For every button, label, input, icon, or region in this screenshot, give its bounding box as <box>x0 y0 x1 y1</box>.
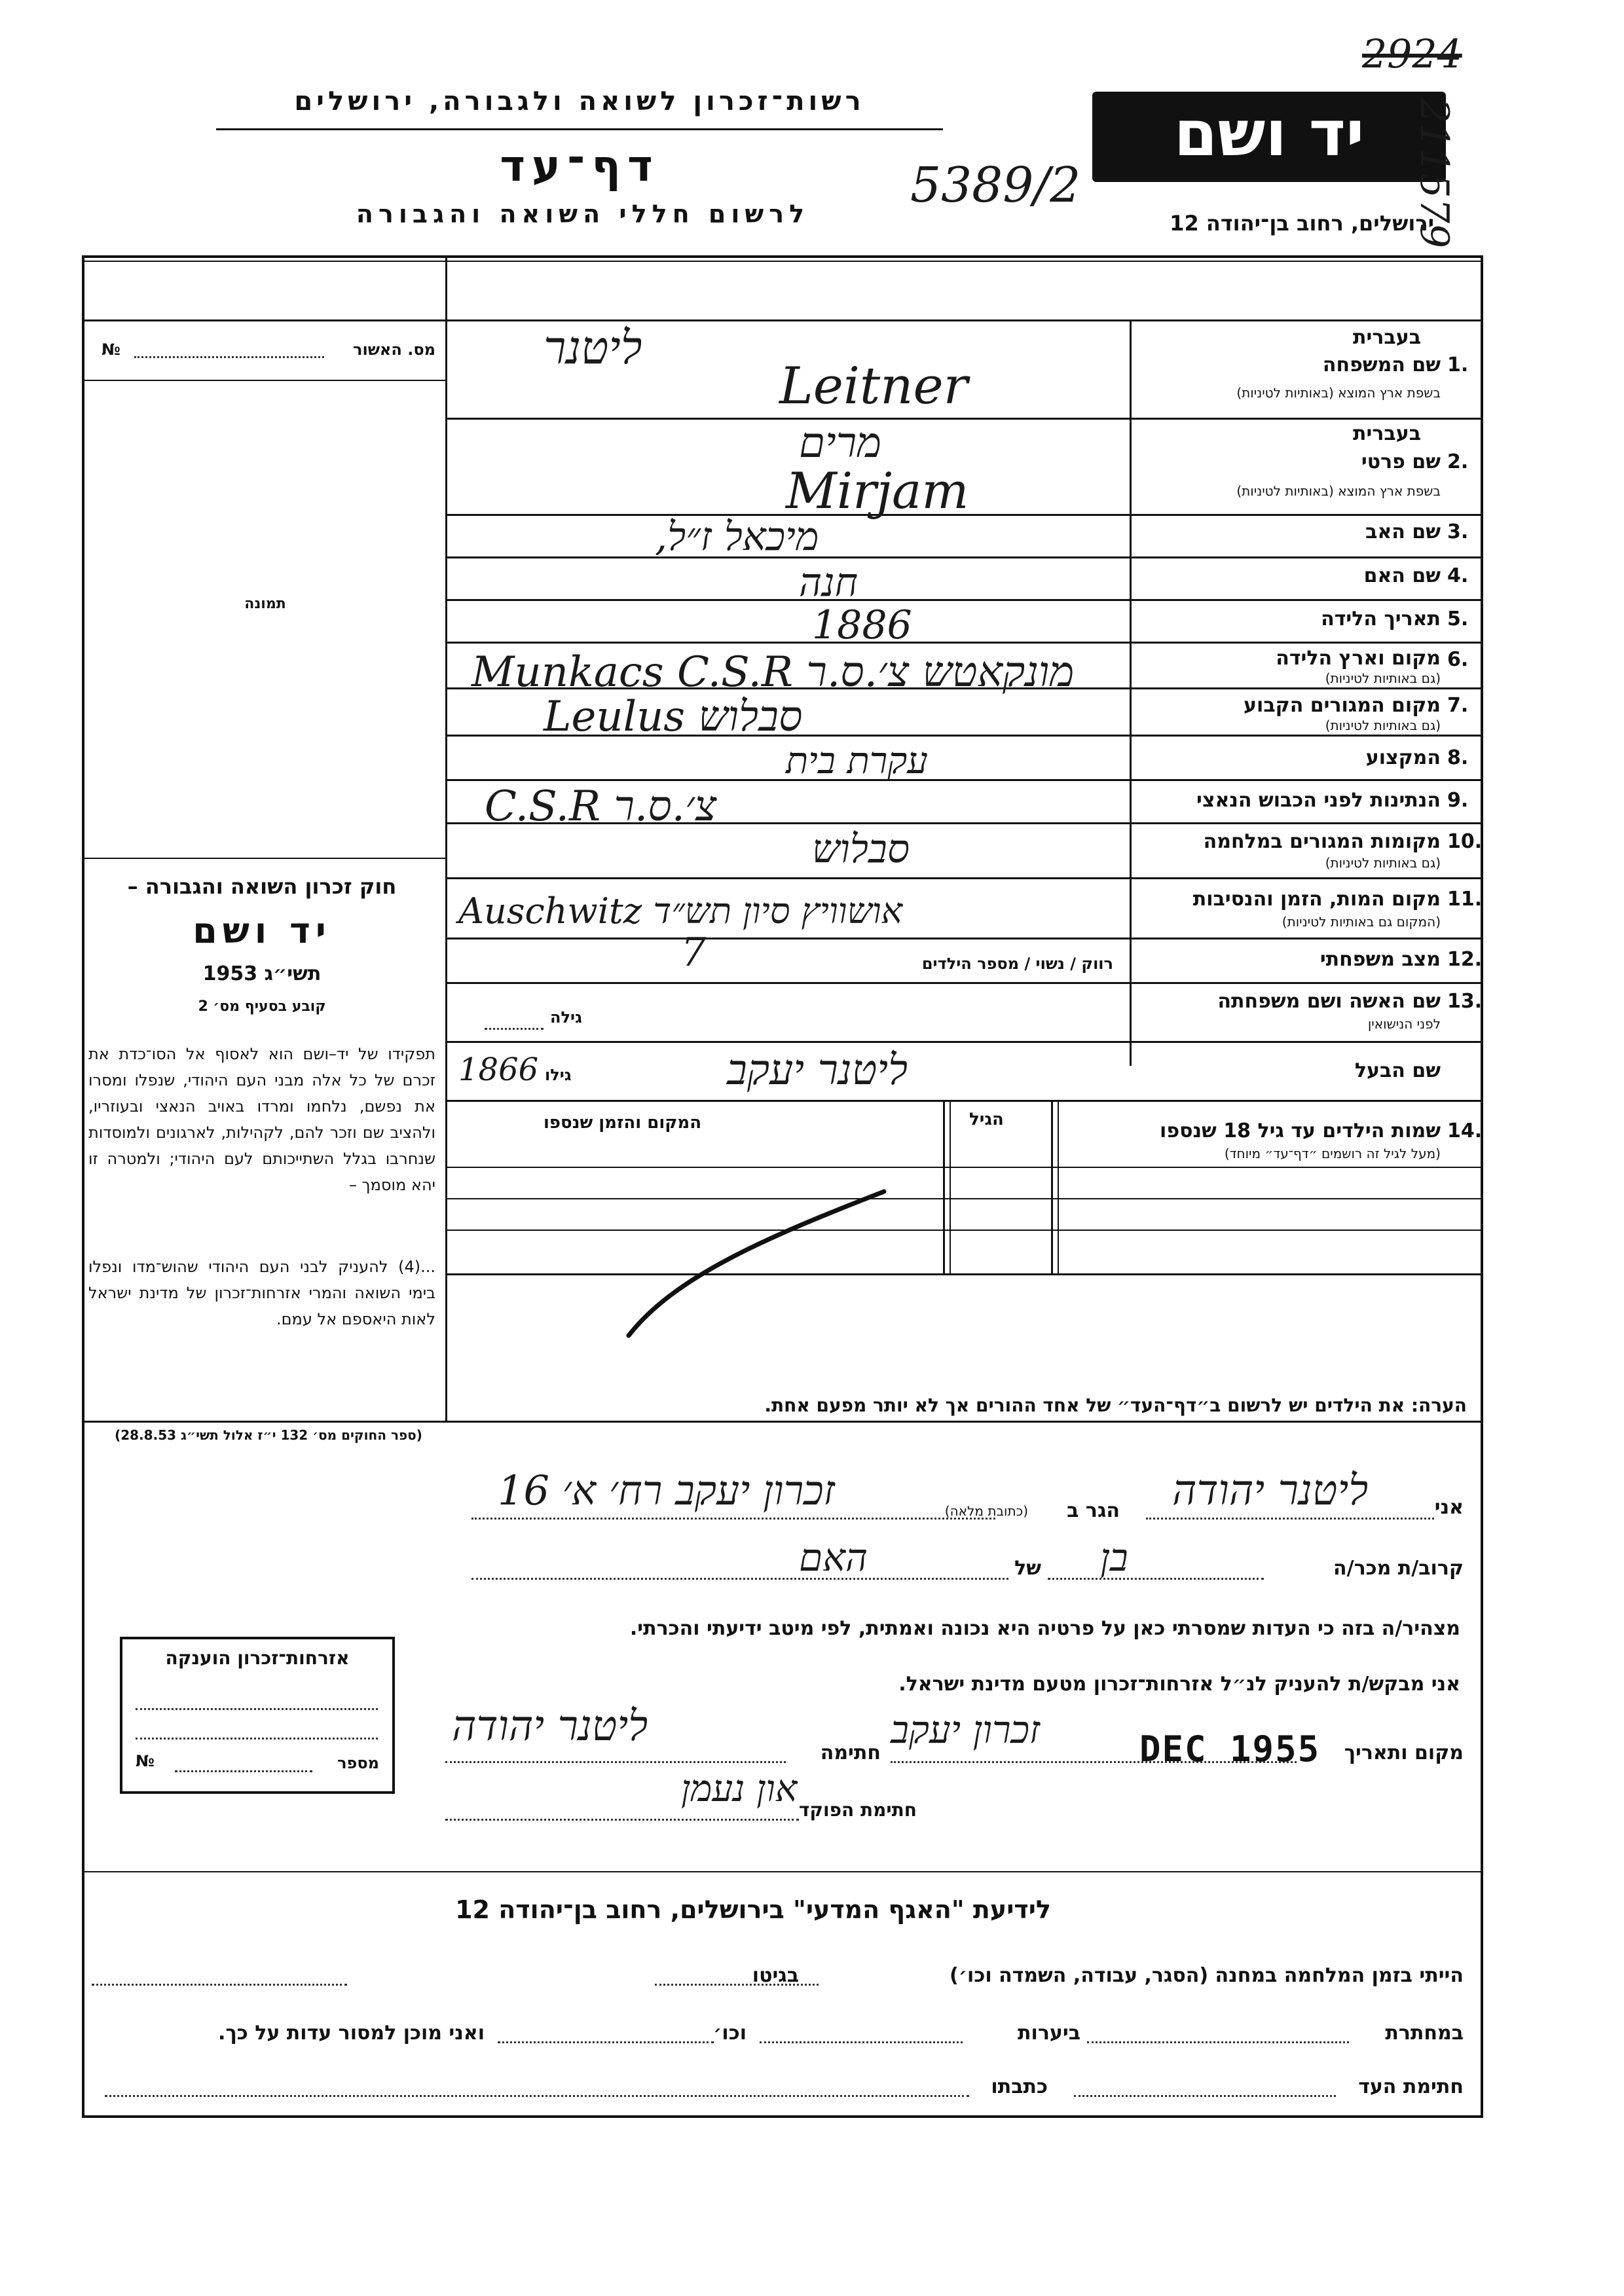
footer-camp-label: הייתי בזמן המלחמה במחנה (הסגר, עבודה, השמדה וכו׳) <box>950 1964 1464 1987</box>
field-sublabel: בשפת ארץ המוצא (באותיות לטיניות) <box>1236 483 1441 499</box>
approval-no-mark: № <box>101 340 120 359</box>
of-label: של <box>1014 1557 1041 1580</box>
footer-title: לידיעת "האגף המדעי" בירושלים, רחוב בן־יהודה 12 <box>455 1895 1051 1924</box>
field-label: מקום המגורים הקבוע <box>1244 694 1441 717</box>
field-number: 3. <box>1447 520 1469 543</box>
permanent-residence-value: Leulus סבלוש <box>544 693 803 741</box>
field-label: שם פרטי <box>1361 450 1441 473</box>
stamp-number: 211579 <box>1411 98 1457 249</box>
declarant-label: אני <box>1434 1496 1464 1519</box>
wife-age-label: גילה <box>550 1008 582 1027</box>
authority-title: רשות־זכרון לשואה ולגבורה, ירושלים <box>294 86 865 117</box>
photo-area <box>88 386 442 858</box>
officer-signature: און נעמן <box>681 1768 798 1810</box>
resides-value: זכרון יעקב רח׳ א׳ 16 <box>498 1467 835 1514</box>
children-col-place: המקום והזמן שנספו <box>544 1113 702 1133</box>
form-subtitle: לרשום חללי השואה והגבורה <box>356 200 810 228</box>
field-number: 1. <box>1447 354 1469 376</box>
children-title: שמות הילדים עד גיל 18 שנספו <box>1160 1120 1441 1142</box>
birth-place-value: Munkacs C.S.R מונקאטש צ׳.ס.ר <box>471 648 1075 697</box>
field-number: 7. <box>1447 694 1469 717</box>
law-title: חוק זכרון השואה והגבורה – <box>127 874 397 899</box>
wartime-residence-value: סבלוש <box>812 826 910 872</box>
footer-ghetto-label: בגיטו <box>752 1964 799 1987</box>
field-sublabel: (גם באותיות לטיניות) <box>1325 718 1441 733</box>
logo-text: יד ושם <box>1173 97 1365 170</box>
children-col-age: הגיל <box>969 1110 1004 1129</box>
field-number: 12. <box>1447 948 1483 971</box>
approval-label: מס. האשור <box>353 340 435 359</box>
children-count-value: 7 <box>681 930 707 975</box>
footer-address-label: כתבתו <box>991 2075 1048 2098</box>
field-label: שם המשפחה <box>1322 354 1441 376</box>
field-number: 5. <box>1447 608 1469 630</box>
signature-value: ליטנר יהודה <box>452 1702 648 1751</box>
field-label: שם האשה ושם משפחתה <box>1217 990 1441 1013</box>
law-reference: (ספר החוקים מס׳ 132 י״ז אלול תשי״ג 28.8.53) <box>115 1427 422 1443</box>
law-clause: קובע בסעיף מס׳ 2 <box>198 998 326 1015</box>
marital-options: רווק / נשוי / מספר הילדים <box>921 955 1113 973</box>
field-number: 14. <box>1447 1120 1483 1142</box>
children-strikethrough <box>622 1178 897 1349</box>
field-label: מקומות המגורים במלחמה <box>1203 830 1441 853</box>
occupation-value: עקרת בית <box>786 740 928 782</box>
law-name: יד ושם <box>193 910 331 951</box>
declarant-name: ליטנר יהודה <box>1172 1467 1369 1515</box>
field-lang-label: בעברית <box>1353 422 1421 445</box>
footer-witness-signature-label: חתימת העד <box>1358 2075 1464 2098</box>
left-panel-divider <box>445 255 447 1421</box>
field-number: 2. <box>1447 450 1469 473</box>
citizenship-box-title: אזרחות־זכרון הוענקה <box>165 1647 350 1669</box>
father-name-value: מיכאל ז״ל, <box>655 514 819 560</box>
first-name-hebrew: מרים <box>799 419 882 467</box>
footer-etc-label: וכו׳ <box>713 2022 747 2045</box>
field-label: שם הבעל <box>1354 1059 1441 1082</box>
field-label: שם האב <box>1365 520 1441 543</box>
footer-underground-label: במחתרת <box>1385 2022 1464 2045</box>
citizenship-box <box>120 1637 395 1794</box>
citizenship-no-mark: № <box>136 1752 155 1770</box>
address: ירושלים, רחוב בן־יהודה 12 <box>1170 211 1434 236</box>
family-name-latin: Leitner <box>779 357 968 416</box>
law-text-1: תפקידו של יד–ושם הוא לאסוף אל הסו־כדת את זכרם של כל אלה מבני העם היהודי, שנפלו ומסרו את נפשם, נלחמו ומרדו באויב הנאצי ובעוזריו, ולהציב שם וזכר להם, לקהילות, לארגונים ולמוסדות שנחרבו בגלל השתייכותם לעם היהודי; ולמטרה זו יהא מוסמך – <box>88 1045 435 1194</box>
family-name-hebrew: ליטנר <box>544 321 642 374</box>
date-stamp: DEC 1955 <box>1139 1728 1321 1770</box>
field-label: שם האם <box>1363 564 1441 587</box>
field-sublabel: (גם באותיות לטיניות) <box>1325 855 1441 871</box>
form-title: דף־עד <box>500 141 659 191</box>
logo <box>1092 92 1446 182</box>
husband-name-value: ליטנר יעקב <box>727 1046 908 1095</box>
field-lang-label: בעברית <box>1353 326 1421 349</box>
field-sublabel: בשפת ארץ המוצא (באותיות לטיניות) <box>1236 385 1441 401</box>
field-label: מצב משפחתי <box>1320 948 1441 971</box>
field-number: 9. <box>1447 789 1469 812</box>
death-place-value: Auschwitz אושוויץ סיון תש״ד <box>458 890 903 932</box>
field-number: 10. <box>1447 830 1483 853</box>
resides-sublabel: (כתובת מלאה) <box>944 1503 1028 1519</box>
field-sublabel: לפני הנישואין <box>1367 1016 1441 1032</box>
field-sublabel: (גם באותיות לטיניות) <box>1325 670 1441 686</box>
declaration-request: אני מבקש/ת להעניק לנ״ל אזרחות־זכרון מטעם מדינת ישראל. <box>898 1673 1460 1696</box>
resides-label: הגר ב <box>1067 1499 1120 1522</box>
field-label: מקום וארץ הלידה <box>1276 647 1441 670</box>
footer-ready-label: ואני מוכן למסור עדות על כך. <box>218 2022 485 2045</box>
declaration-statement: מצהיר/ה בזה כי העדות שמסרתי כאן על פרטיה היא נכונה ואמתית, לפי מיטב ידיעתי והכרתי. <box>629 1617 1460 1640</box>
husband-age-value: 1866 <box>458 1051 539 1088</box>
handwritten-reference: 5389/2 <box>910 157 1081 213</box>
photo-label: תמונה <box>244 596 286 612</box>
children-sublabel: (מעל לגיל זה רושמים ״דף־עד״ מיוחד) <box>1224 1146 1441 1161</box>
field-sublabel: (המקום גם באותיות לטיניות) <box>1282 914 1441 930</box>
relative-label: קרוב/ת מכר/ה <box>1333 1557 1464 1580</box>
husband-age-label: גילו <box>545 1066 572 1084</box>
citizenship-value: C.S.R צ׳.ס.ר <box>485 782 717 831</box>
officer-label: חתימת הפוקד <box>798 1799 917 1821</box>
field-label: מקום המות, הזמן והנסיבות <box>1192 888 1441 911</box>
children-note: הערה: את הילדים יש לרשום ב״דף־העד״ של אחד ההורים אך לא יותר מפעם אחת. <box>764 1394 1467 1416</box>
signature-label: חתימה <box>820 1741 881 1764</box>
place-date-label: מקום ותאריך <box>1344 1741 1464 1764</box>
label-divider <box>1130 319 1132 1066</box>
law-year: תשי״ג 1953 <box>202 962 322 985</box>
of-value: האם <box>799 1535 868 1580</box>
field-label: תאריך הלידה <box>1321 608 1441 630</box>
footer-forests-label: ביערות <box>1018 2022 1080 2045</box>
mother-name-value: חנה <box>799 560 858 606</box>
place-value: זכרון יעקב <box>891 1707 1041 1752</box>
field-label: המקצוע <box>1365 746 1441 769</box>
birth-date-value: 1886 <box>812 602 912 648</box>
first-name-latin: Mirjam <box>786 462 969 520</box>
citizenship-number-label: מספר <box>337 1754 379 1772</box>
field-number: 13. <box>1447 990 1483 1013</box>
relative-value: בן <box>1100 1535 1128 1580</box>
approval-row <box>88 340 442 367</box>
law-text-2: ...(4) להעניק לבני העם היהודי שהוש־מדו ונפלו בימי השואה והמרי אזרחות־זכרון של מדינת ישראל לאות היאספם אל עמם. <box>88 1258 435 1328</box>
field-number: 4. <box>1447 564 1469 587</box>
field-label: הנתינות לפני הכבוש הנאצי <box>1196 789 1441 812</box>
stamp-number-top: 2924 <box>1362 31 1462 77</box>
field-number: 6. <box>1447 648 1469 671</box>
field-number: 8. <box>1447 746 1469 769</box>
header-underline <box>216 128 943 130</box>
field-number: 11. <box>1447 888 1483 911</box>
